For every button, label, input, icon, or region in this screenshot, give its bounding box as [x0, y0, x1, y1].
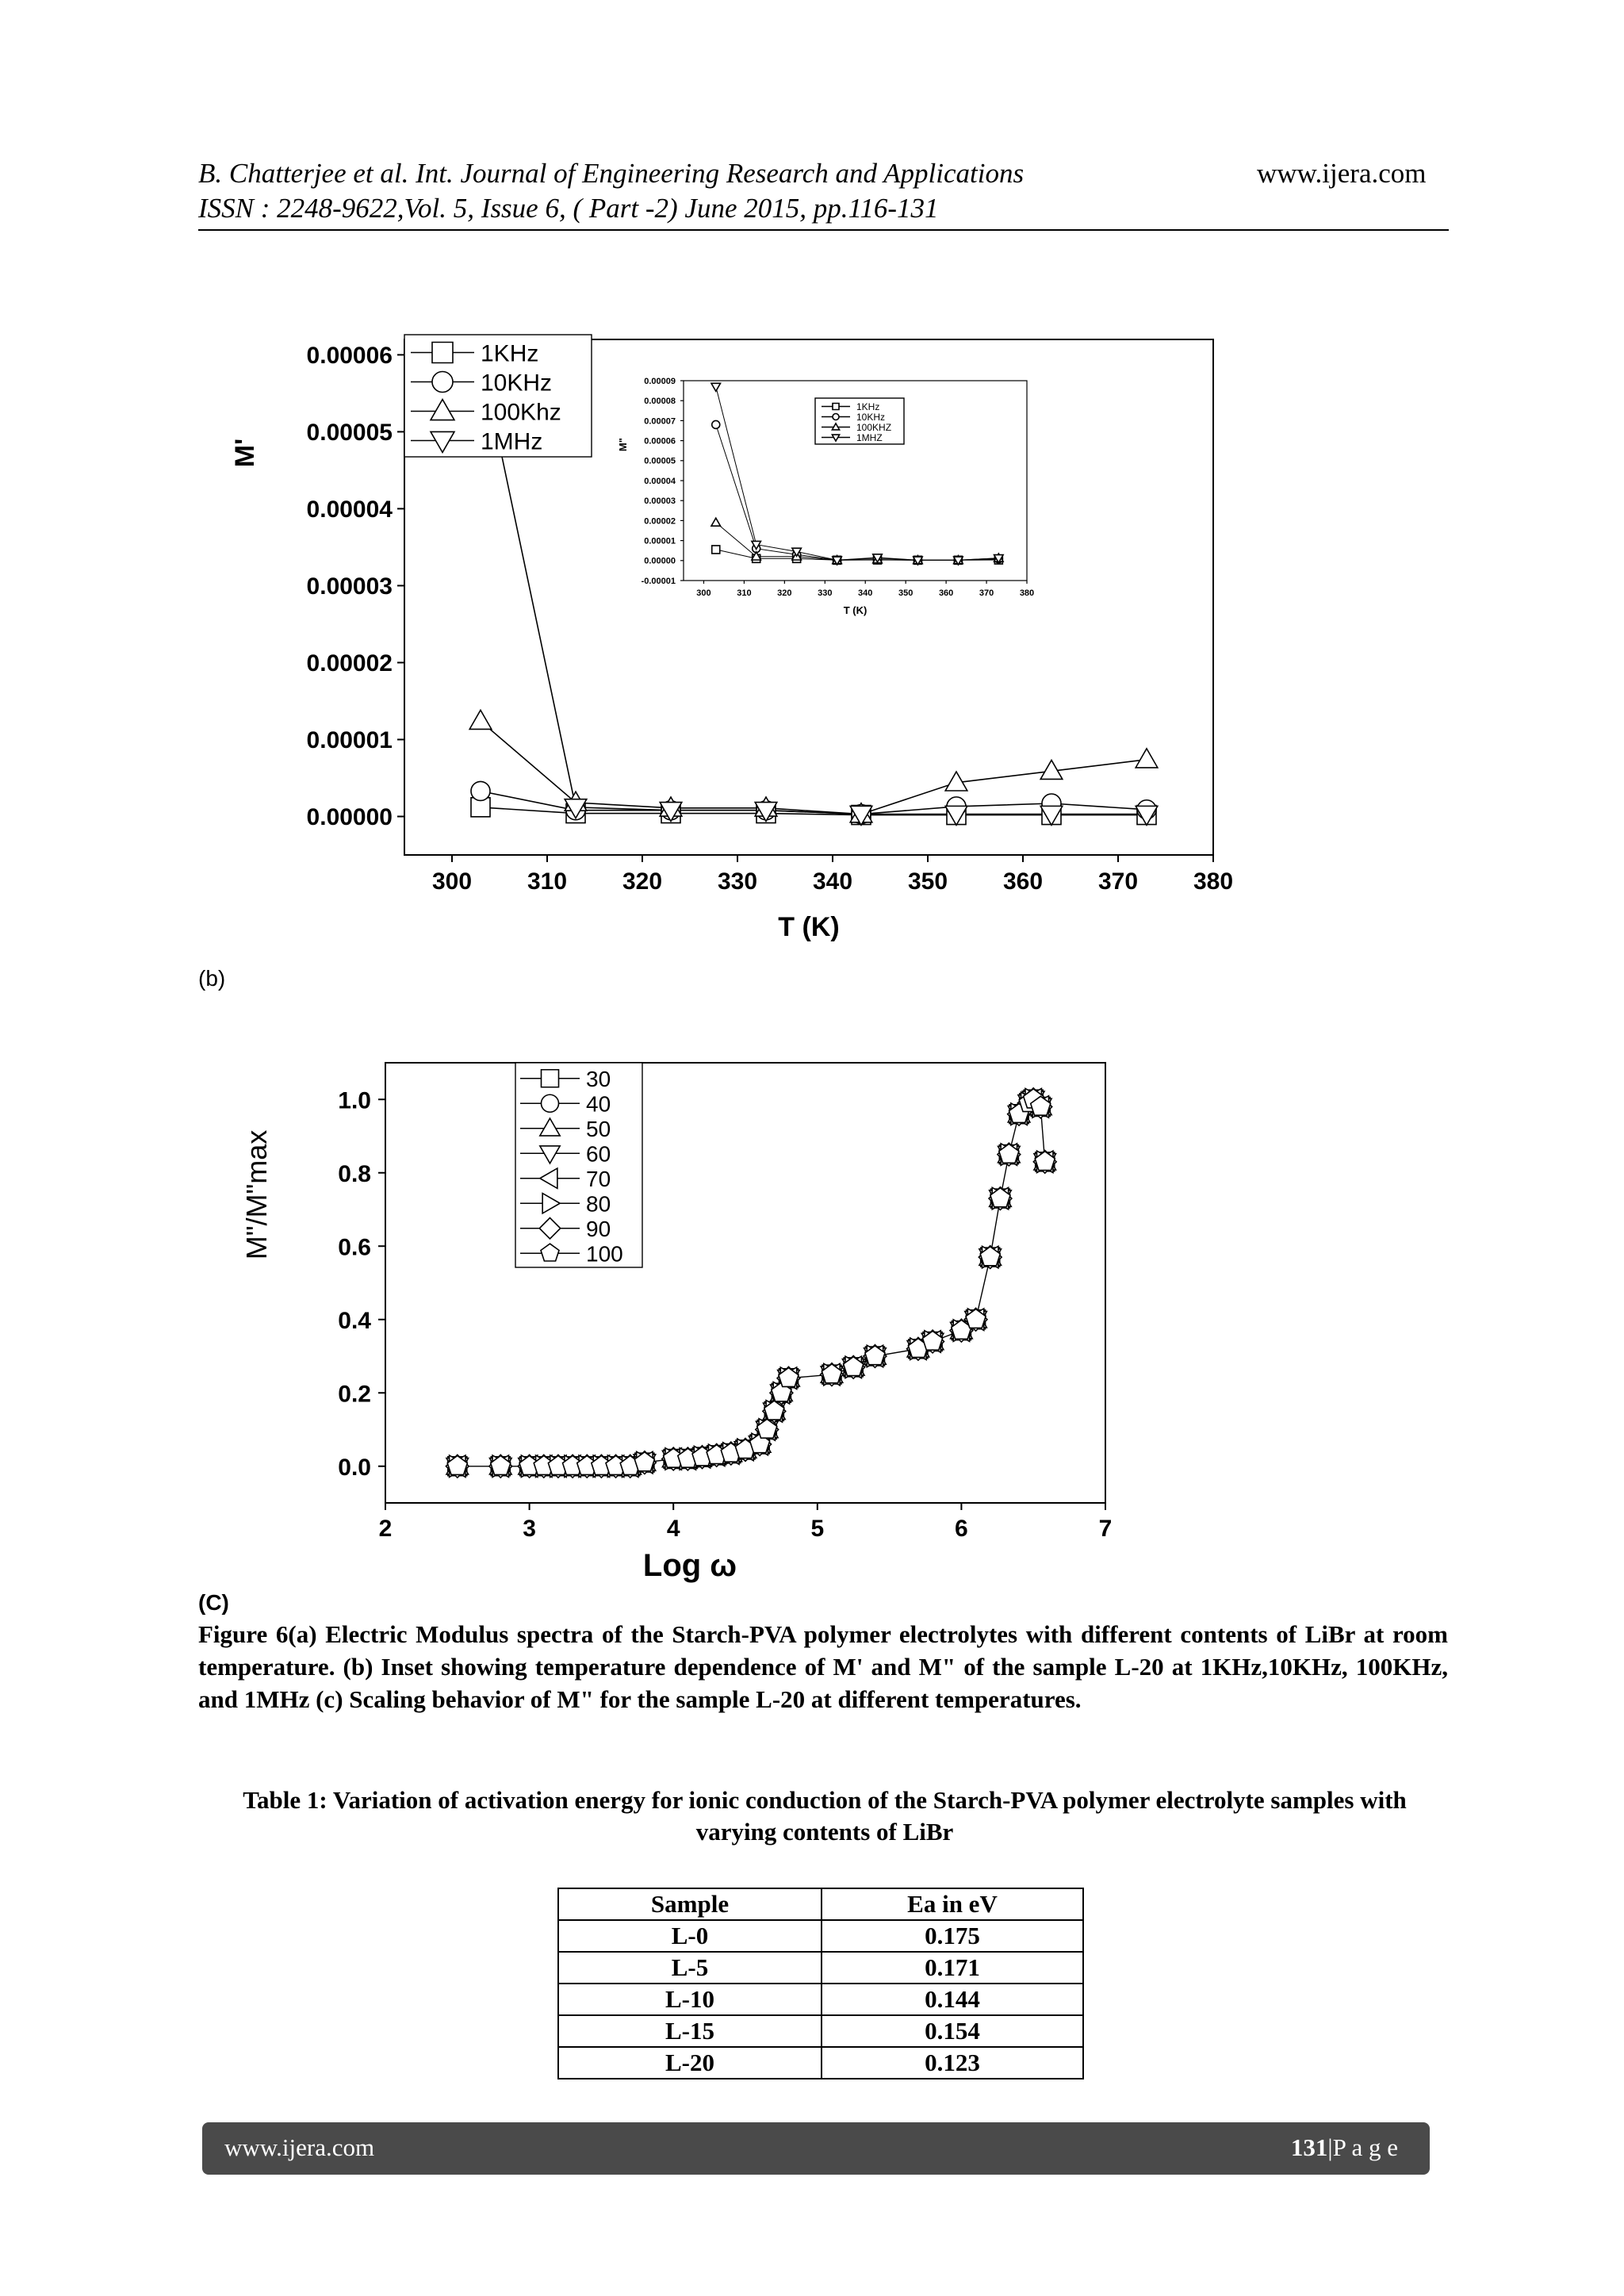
cell-sample: L-5 [558, 1952, 822, 1984]
table-caption-label: Table 1 [243, 1786, 320, 1814]
journal-citation-line1: B. Chatterjee et al. Int. Journal of Engineering Research and Applications [198, 158, 1025, 189]
fig-c-y-axis-label: M"/M"max [240, 1129, 273, 1260]
cell-sample: L-10 [558, 1984, 822, 2015]
fig-b-x-tick-label: 360 [1002, 868, 1044, 895]
fig-b-x-tick-label: 350 [907, 868, 948, 895]
fig-c-y-tick-label: 1.0 [338, 1087, 371, 1114]
column-header-sample: Sample [558, 1888, 822, 1920]
fig-b-inset-x-tick-label: 300 [696, 588, 711, 598]
fig-b-inset-point-10KHz [712, 420, 720, 428]
fig-c-plot-frame [385, 1063, 1105, 1503]
fig-b-x-axis-label: T (K) [778, 912, 840, 942]
fig-b-inset-y-tick-label: 0.00008 [644, 397, 676, 407]
table-caption [238, 1784, 1411, 1848]
fig-b-inset-x-tick-label: 330 [818, 588, 833, 598]
fig-c-legend-label: 40 [586, 1091, 611, 1117]
fig-c-legend-label: 70 [586, 1166, 611, 1191]
cell-ea: 0.175 [822, 1920, 1083, 1952]
fig-b-inset-legend-marker-1KHz [833, 404, 839, 410]
fig-b-inset-point-1KHz [712, 546, 720, 554]
cell-sample: L-15 [558, 2015, 822, 2047]
fig-b-inset-x-axis-label: T (K) [843, 604, 868, 616]
figure-c-chart [214, 1047, 1166, 1586]
fig-b-inset-y-tick-label: 0.00005 [644, 456, 676, 466]
fig-b-inset-x-tick-label: 340 [858, 588, 873, 598]
fig-c-y-tick-label: 0.6 [338, 1234, 371, 1261]
fig-b-y-tick-label: 0.00002 [306, 650, 393, 677]
column-header-ea: Ea in eV [822, 1888, 1083, 1920]
fig-b-inset-x-tick-label: 380 [1019, 588, 1035, 598]
fig-c-y-tick-label: 0.0 [338, 1454, 371, 1481]
fig-b-inset-x-tick-label: 320 [777, 588, 792, 598]
figure-caption: Figure 6(a) Electric Modulus spectra of the Starch-PVA polymer electrolytes with different contents of LiBr at room temperature. (b) Inset showing temperature dependence of M' and M" of the sample L-20 at 1KHz,10KHz, 100KHz, and 1MHz (c) Scaling behavior of M" for the sample L-20 at different temperatures. [198, 1620, 1448, 1713]
fig-b-x-tick-label: 340 [812, 868, 853, 895]
fig-c-legend-label: 60 [586, 1141, 611, 1167]
panel-c-label: (C) [198, 1590, 229, 1615]
figure-b-chart [190, 317, 1269, 952]
fig-b-inset-legend-label: 100KHZ [856, 421, 892, 433]
fig-b-legend-marker-10KHz [432, 372, 453, 393]
fig-c-x-tick-label: 2 [378, 1516, 393, 1542]
table-row [558, 1984, 1083, 2015]
fig-b-inset-x-tick-label: 310 [737, 588, 752, 598]
cell-sample: L-20 [558, 2047, 822, 2079]
journal-citation-line2: ISSN : 2248-9622,Vol. 5, Issue 6, ( Part -2) June 2015, pp.116-131 [198, 193, 939, 224]
fig-b-y-tick-label: 0.00001 [306, 726, 393, 753]
fig-b-inset-x-tick-label: 350 [898, 588, 914, 598]
fig-b-inset-y-tick-label: 0.00003 [644, 496, 676, 507]
page-footer [202, 2122, 1430, 2175]
fig-b-inset-y-tick-label: 0.00001 [644, 536, 676, 546]
fig-b-x-tick-label: 320 [622, 868, 663, 895]
fig-b-inset-y-tick-label: 0.00000 [644, 556, 676, 566]
fig-b-inset-legend-label: 1KHz [856, 401, 880, 412]
fig-b-inset-y-tick-label: 0.00002 [644, 516, 676, 527]
fig-b-inset-y-axis-label: M" [617, 438, 629, 452]
fig-b-legend-label: 10KHz [481, 370, 553, 397]
fig-c-y-tick-label: 0.2 [338, 1381, 371, 1408]
fig-b-y-tick-label: 0.00004 [306, 496, 393, 523]
fig-c-x-tick-label: 5 [810, 1516, 825, 1542]
fig-b-x-tick-label: 300 [431, 868, 473, 895]
header-rule [198, 229, 1449, 231]
cell-ea: 0.144 [822, 1984, 1083, 2015]
cell-ea: 0.171 [822, 1952, 1083, 1984]
fig-b-x-tick-label: 380 [1193, 868, 1234, 895]
table-row [558, 1952, 1083, 1984]
fig-c-legend-marker-40 [542, 1094, 559, 1112]
fig-b-inset-y-tick-label: 0.00007 [644, 416, 676, 427]
fig-c-legend-label: 100 [586, 1241, 623, 1267]
table-row [558, 1920, 1083, 1952]
journal-url[interactable]: www.ijera.com [1257, 158, 1427, 189]
panel-b-label: (b) [198, 966, 226, 991]
fig-b-legend-label: 1MHz [481, 428, 543, 455]
table-caption-text: : Variation of activation energy for ionic conduction of the Starch-PVA polymer electrolyte samples with varying contents of LiBr [319, 1786, 1407, 1846]
page-suffix: |P a g e [1327, 2133, 1398, 2161]
fig-b-y-tick-label: 0.00003 [306, 573, 393, 600]
fig-b-y-tick-label: 0.00006 [306, 342, 393, 369]
fig-c-x-axis-label: Log ω [642, 1548, 737, 1583]
fig-b-x-tick-label: 370 [1097, 868, 1139, 895]
fig-c-legend-box [515, 1063, 642, 1267]
fig-b-legend-marker-1KHz [432, 343, 453, 363]
fig-c-legend-label: 30 [586, 1066, 611, 1091]
table-header-row [558, 1888, 1083, 1920]
fig-c-legend-marker-30 [542, 1070, 559, 1087]
footer-url[interactable]: www.ijera.com [224, 2133, 375, 2161]
fig-c-x-tick-label: 7 [1098, 1516, 1113, 1542]
cell-ea: 0.154 [822, 2015, 1083, 2047]
fig-c-legend-label: 90 [586, 1216, 611, 1241]
fig-b-inset-legend-label: 10KHz [856, 411, 886, 423]
fig-c-x-tick-label: 4 [666, 1516, 680, 1542]
fig-b-inset-y-tick-label: -0.00001 [641, 576, 676, 586]
activation-energy-table [557, 1888, 1084, 2079]
fig-b-inset-x-tick-label: 370 [979, 588, 994, 598]
page-number: 131 [1290, 2133, 1328, 2161]
fig-c-y-tick-label: 0.8 [338, 1160, 371, 1187]
table-row [558, 2047, 1083, 2079]
fig-b-inset-legend-marker-10KHz [833, 414, 839, 420]
fig-b-x-tick-label: 330 [717, 868, 758, 895]
fig-b-legend-label: 100Khz [481, 399, 561, 426]
fig-b-inset-x-tick-label: 360 [938, 588, 954, 598]
fig-c-x-tick-label: 6 [955, 1516, 968, 1542]
fig-b-inset-legend-label: 1MHZ [856, 431, 883, 443]
fig-b-inset-y-tick-label: 0.00006 [644, 436, 676, 447]
cell-sample: L-0 [558, 1920, 822, 1952]
fig-c-legend-label: 50 [586, 1116, 611, 1141]
fig-b-point-10KHz [471, 781, 490, 800]
fig-b-legend-label: 1KHz [481, 340, 539, 367]
fig-b-y-tick-label: 0.00000 [306, 803, 393, 830]
cell-ea: 0.123 [822, 2047, 1083, 2079]
fig-c-y-tick-label: 0.4 [338, 1307, 371, 1334]
table-row [558, 2015, 1083, 2047]
fig-c-x-tick-label: 3 [523, 1516, 536, 1542]
fig-b-y-tick-label: 0.00005 [306, 419, 393, 446]
fig-b-y-axis-label: M' [230, 438, 260, 468]
fig-b-x-tick-label: 310 [527, 868, 568, 895]
fig-b-inset-y-tick-label: 0.00004 [644, 476, 676, 486]
fig-c-legend-label: 80 [586, 1191, 611, 1217]
fig-b-inset-y-tick-label: 0.00009 [644, 376, 676, 386]
footer-page [1291, 2133, 1398, 2162]
